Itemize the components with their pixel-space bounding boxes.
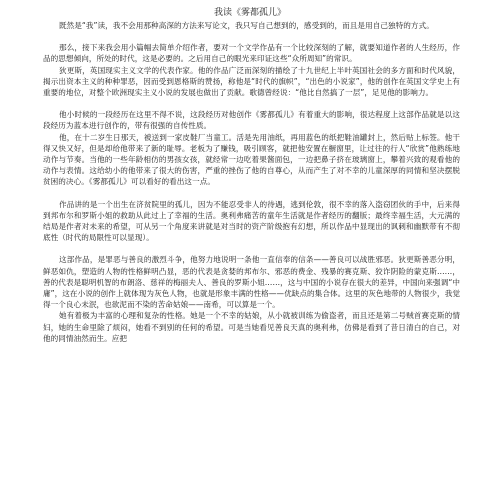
paragraph-gap [0, 188, 500, 199]
paragraph-gap [0, 98, 500, 109]
paragraph-author: 狄更斯，英国现实主义文学的代表作家。他的作品广泛而深刻的描绘了十九世纪上半叶英国社会的多方面和时代风貌，揭示出资本主义的种种罪恶，因而受到恩格斯的赞扬，称他是“时代的旗帜”，“出色的小说家”，他的创作在英国文学史上有重要的地位，对整个欧洲现实主义小说的发展也做出了贡献。歌德曾经说：“他比自然搞了一层”，足见他的影响力。 [43, 65, 460, 98]
paragraph-plot: 作品讲的是一个出生在济贫院里的孤儿，因为不能忍受非人的待遇，逃到伦敦，很不幸的落入盗窃团伙的手中，后来得到邦布尔和罗斯小姐的救助从此过上了幸福的生活。奥利弗痛苦的童年生活就是作者经历的翻版；最终幸福生活，大元满的结局是作者对未来的希望，可从另一个角度来讲就是对当时的资产阶级抱有幻想，所以作品中显现出的讽刺和幽默带有不彻底性（时代的局限性可以显现）。 [43, 199, 460, 243]
paragraph-gap [0, 243, 500, 254]
document-title: 我读《雾都孤儿》 [213, 8, 286, 18]
paragraph-good-evil: 这部作品，是罪恶与善良的激烈斗争，他努力地说明一条他一直信奉的信条——善良可以战胜邪恶。狄更斯善恶分明，鲜恶如仇，塑造的人物的性格鲜明凸显，恶的代表是贪婪的邦布尔、邪恶的费金、残暴的赛克斯、狡诈阴险的蒙克斯……，善的代表是聪明机智的布朗洛、慈祥的梅丽夫人、善良的罗斯小姐……，这与中国的小说存在很大的差异，中国向来强调“中庸”，这在小说的创作上就体现为灰色人物，也就是形象丰满的性格——优缺点的集合体。这里的灰色地带的人物很少，我觉得一个良心未泯，也欲泥而不染的苦命姑娘——南希，可以算是一个。 [43, 255, 460, 310]
paragraph-experience-intro: 他小时候的一段经历在这里不得不说，这段经历对他创作《雾都孤儿》有着重大的影响，很达程度上这部作品就是以这段经历为蓝本进行创作的，带有很强的自传性质。 [43, 110, 460, 131]
paragraph-nancy: 她有着极为丰富的心理和复杂的性格。她是一个不幸的姑娘，从小就被训练为偷盗者，而且还是第二号贼首赛克斯的情妇，她的生命里除了烦闷，她看不到别的任何的希望。可是当她看见善良天真的奥利弗，仿佛是看到了昔日清白的自己，对他的同情油然而生。应把 [43, 311, 460, 343]
paragraph-gap [0, 31, 500, 42]
paragraph-intro: 既然是“我”读，我不会用那种高深的方法来写论文，我只写自己想到的，感受到的，而且是用自己独特的方式。 [59, 21, 434, 30]
paragraph-experience: 他，在十二岁生日那天，被送到一家皮鞋厂当童工。活是先用油纸，再用蓝色的纸把鞋油罐封上，然后贴上标签。他干得又快又好，但是却给他带来了新的耻辱。老板为了赚钱，吸引顾客，就把他安置在橱窗里，让过往的行人“欣赏”他熟练地动作与节奏。当他的一些年龄相仿的男孩女孩，就经常一边吃着果酱面包，一边把鼻子挤在玻璃窗上，攀着兴致的观看他的动作与表情。这给幼小的他带来了很大的伤害，严重的挫伤了他的自尊心，从而产生了对不幸的儿童深厚的同情和坚决摆脱贫困的决心。《雾都孤儿》可以看好的看出这一点。 [43, 132, 460, 187]
paragraph-method: 那么，接下来我会用小篇幅去简单介绍作者，要对一个文学作品有一个比较深刻的了解，就要知道作者的人生经历，作品的思想倾向，所处的时代，这是必要的。之后用自己的眼光来印证这些“众所周知”的常识。 [43, 43, 460, 64]
